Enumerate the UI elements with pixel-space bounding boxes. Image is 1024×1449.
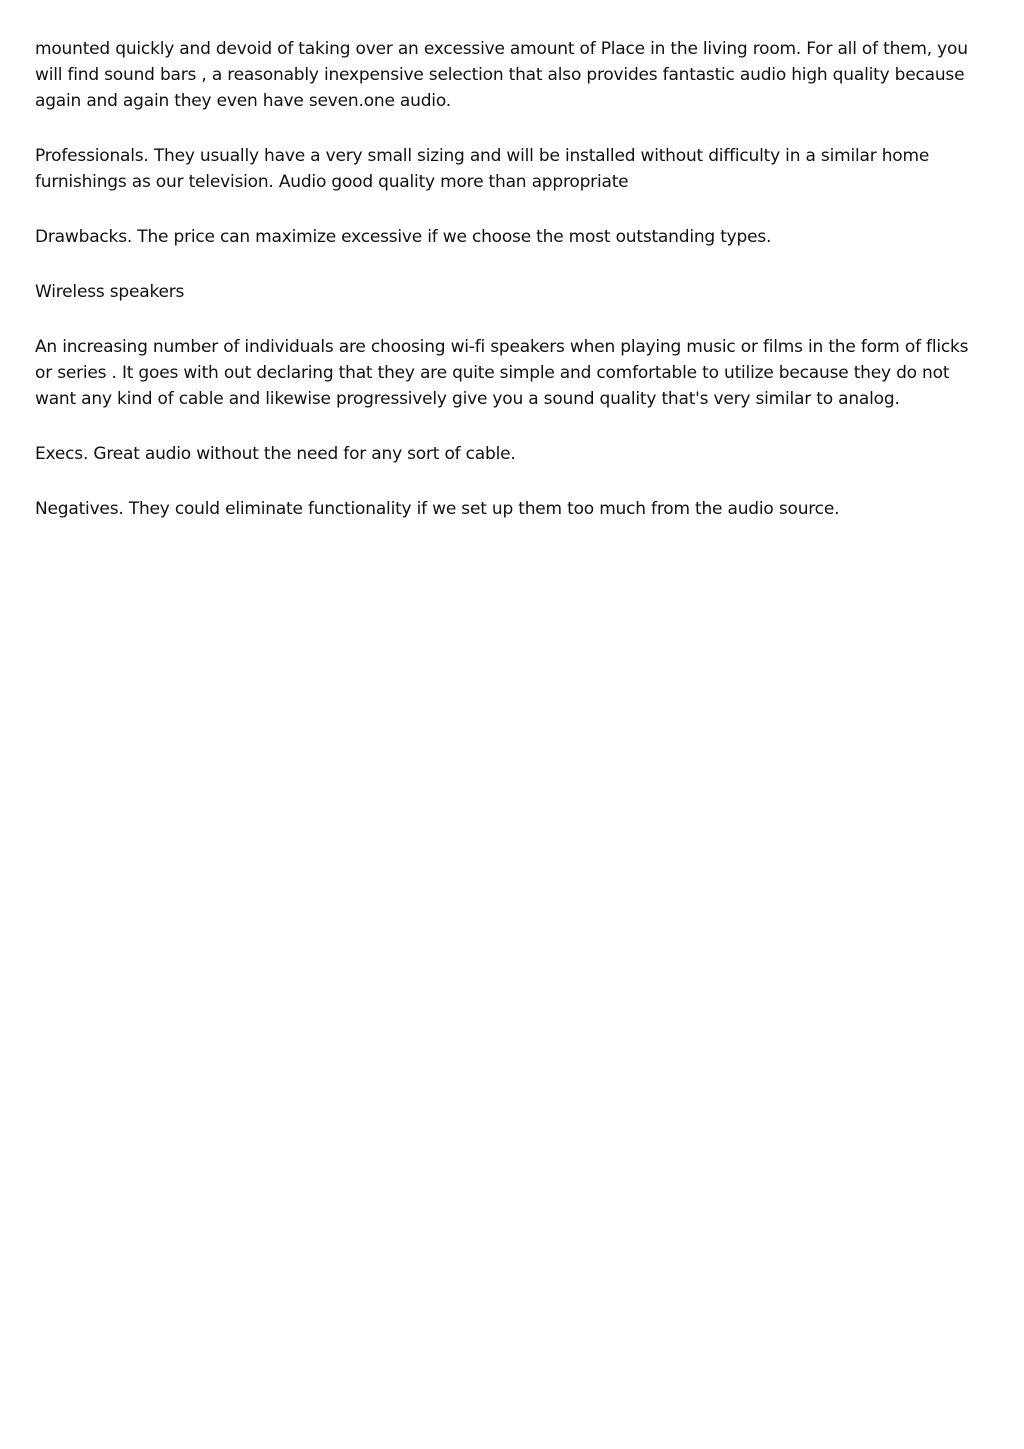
paragraph-wireless-speakers-cons: Negatives. They could eliminate functionality if we set up them too much from the audio source.	[35, 499, 840, 519]
document-page	[35, 36, 985, 551]
paragraph-sound-bars-intro: mounted quickly and devoid of taking over an excessive amount of Place in the living room. For all of them, you will find sound bars , a reasonably inexpensive selection that also provides fantastic audio high quality because again and again they even have seven.one audio.	[35, 39, 968, 111]
paragraph-wireless-speakers-intro: An increasing number of individuals are choosing wi-fi speakers when playing music or films in the form of flicks or series . It goes with out declaring that they are quite simple and comfortable to utilize because they do not want any kind of cable and likewise progressively give you a sound quality that's very similar to analog.	[35, 337, 969, 409]
paragraph-wireless-speakers-pros: Execs. Great audio without the need for any sort of cable.	[35, 444, 516, 464]
paragraph-sound-bars-cons: Drawbacks. The price can maximize excessive if we choose the most outstanding types.	[35, 227, 772, 247]
section-heading-wireless-speakers: Wireless speakers	[35, 282, 185, 302]
paragraph-sound-bars-pros: Professionals. They usually have a very small sizing and will be installed without difficulty in a similar home furnishings as our television. Audio good quality more than appropriate	[35, 146, 930, 192]
